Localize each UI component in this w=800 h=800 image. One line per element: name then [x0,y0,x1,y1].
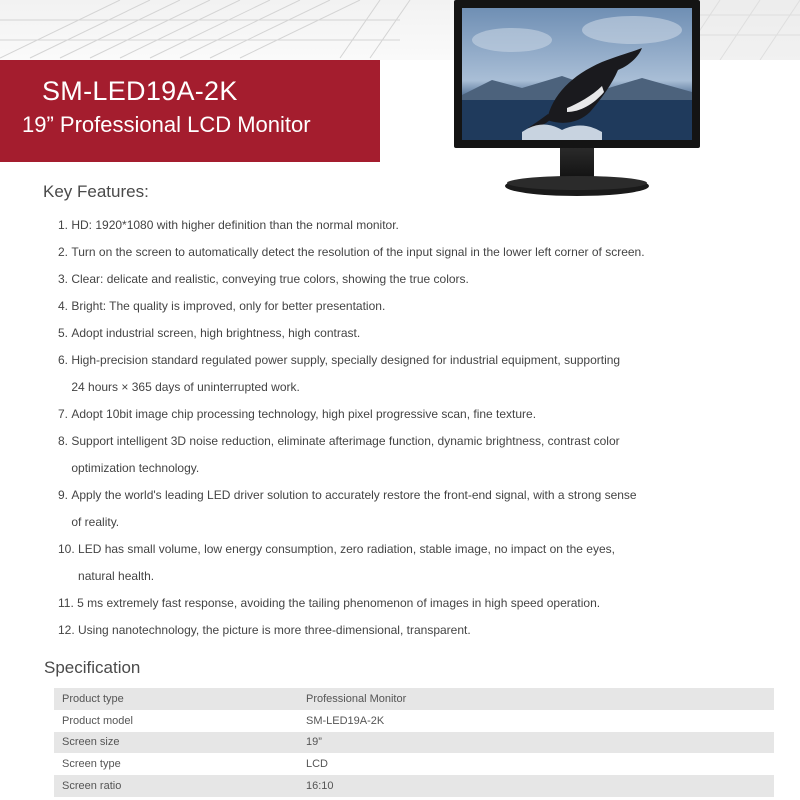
feature-number: 6. [58,353,72,367]
feature-text-continued: 24 hours × 365 days of uninterrupted work. [71,380,300,394]
feature-text: Bright: The quality is improved, only for better presentation. [71,299,386,313]
product-subtitle: 19” Professional LCD Monitor [22,112,311,137]
feature-text: Using nanotechnology, the picture is more three-dimensional, transparent. [78,623,471,637]
spec-label: Screen size [54,732,304,754]
spec-label: Product model [62,714,133,727]
feature-number: 4. [58,299,72,313]
feature-text: Adopt 10bit image chip processing technology, high pixel progressive scan, fine texture. [71,407,537,421]
feature-number: 9. [58,488,72,502]
monitor-whale-image [452,0,702,205]
feature-item [44,320,784,347]
title-banner [0,60,380,162]
feature-item [44,266,784,293]
feature-text-continued: natural health. [78,569,155,583]
spec-row [54,753,774,775]
feature-text: Apply the world's leading LED driver solution to accurately restore the front-end signal, with a strong sense [71,488,637,502]
spec-row [54,732,774,754]
features-list [44,212,784,644]
spec-row [54,775,774,797]
product-model-title: SM-LED19A-2K [42,76,238,106]
specification-heading: Specification [44,658,141,677]
feature-number: 11. [58,596,78,610]
feature-number: 5. [58,326,72,340]
feature-item [44,482,784,536]
key-features-heading: Key Features: [43,182,149,201]
feature-text: HD: 1920*1080 with higher definition than the normal monitor. [71,218,399,232]
spec-value: 19” [304,732,774,754]
feature-number: 10. [58,542,79,556]
spec-label: Product type [54,688,304,710]
spec-row [54,710,774,732]
feature-item [44,536,784,590]
feature-number: 8. [58,434,72,448]
spec-row [54,688,774,710]
feature-text: 5 ms extremely fast response, avoiding the tailing phenomenon of images in high speed operation. [77,596,601,610]
feature-text: Support intelligent 3D noise reduction, eliminate afterimage function, dynamic brightness, contrast color [71,434,620,448]
feature-item [44,239,784,266]
feature-text: LED has small volume, low energy consumption, zero radiation, stable image, no impact on the eyes, [78,542,615,556]
feature-text: Adopt industrial screen, high brightness, high contrast. [71,326,361,340]
feature-item [44,212,784,239]
feature-number: 1. [58,218,72,232]
feature-text: High-precision standard regulated power supply, specially designed for industrial equipment, supporting [71,353,621,367]
spec-label: Screen ratio [54,775,304,797]
feature-number: 12. [58,623,79,637]
feature-text: Turn on the screen to automatically detect the resolution of the input signal in the lower left corner of screen. [71,245,645,259]
feature-number: 2. [58,245,72,259]
feature-text-continued: optimization technology. [71,461,200,475]
feature-item [44,401,784,428]
spec-value: Professional Monitor [304,688,774,710]
feature-text-continued: of reality. [71,515,120,529]
feature-item [44,428,784,482]
feature-number: 7. [58,407,72,421]
feature-item [44,617,784,644]
feature-item [44,293,784,320]
feature-item [44,590,784,617]
spec-label: Screen type [62,758,121,771]
feature-text: Clear: delicate and realistic, conveying true colors, showing the true colors. [71,272,469,286]
specification-table [54,688,774,797]
spec-value: SM-LED19A-2K [306,714,385,727]
feature-item [44,347,784,401]
spec-value: 16:10 [304,775,774,797]
feature-number: 3. [58,272,72,286]
spec-value: LCD [306,758,329,771]
